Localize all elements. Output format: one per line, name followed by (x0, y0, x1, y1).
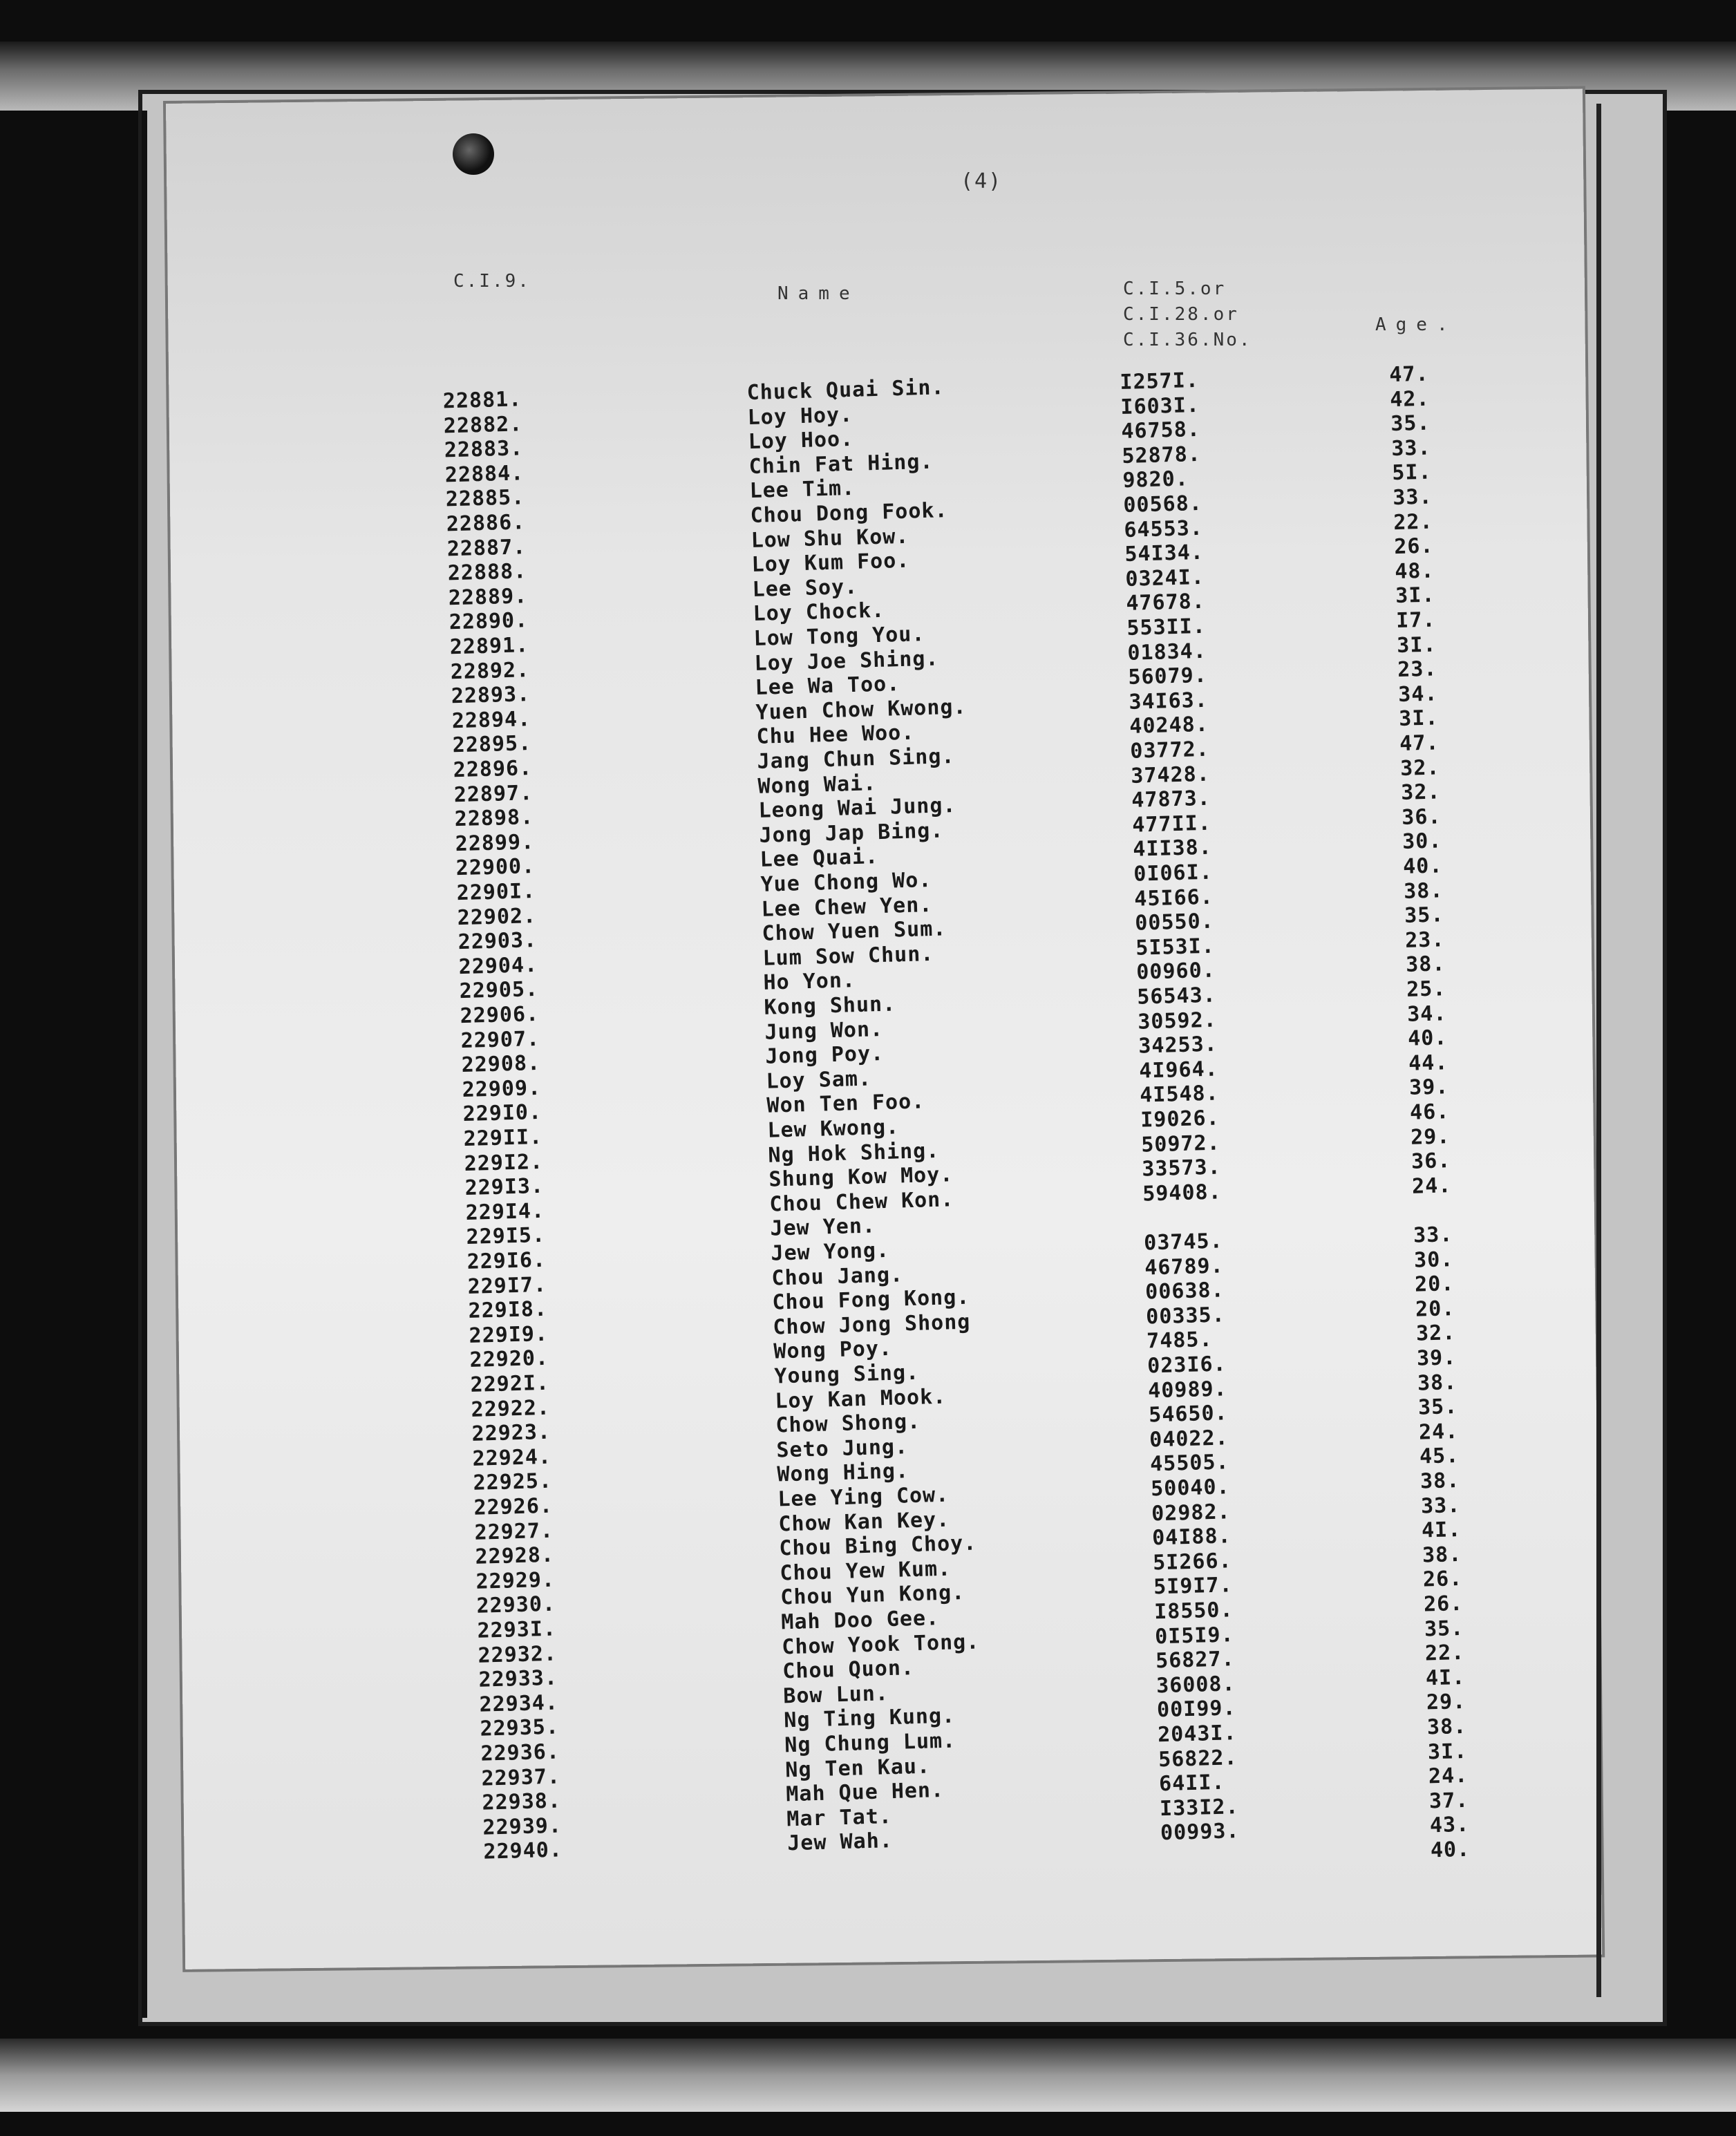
page-number: (4) (961, 169, 1003, 193)
row-age: 33. (1420, 1493, 1461, 1519)
row-name: Lum Sow Chun. (762, 941, 934, 971)
row-name: Lee Tim. (749, 476, 856, 504)
row-name: Wong Poy. (773, 1336, 893, 1364)
row-age: 38. (1405, 952, 1446, 978)
row-ci9-number: 22930. (476, 1591, 556, 1619)
row-name: Low Shu Kow. (751, 524, 909, 553)
row-certificate-number: 33573. (1141, 1155, 1222, 1182)
row-ci9-number: 229I8. (468, 1296, 548, 1324)
row-age: 23. (1404, 927, 1445, 953)
row-ci9-number: 22922. (471, 1395, 551, 1422)
row-name: Ng Chung Lum. (784, 1728, 956, 1758)
row-age: 42. (1389, 386, 1430, 412)
row-name: Loy Hoy. (747, 402, 853, 430)
row-name: Chow Jong Shong (772, 1310, 971, 1340)
row-certificate-number: 02982. (1151, 1499, 1232, 1527)
row-age: 29. (1426, 1690, 1466, 1715)
row-age: 36. (1401, 804, 1442, 830)
row-certificate-number: 47678. (1125, 589, 1206, 616)
row-name: Jong Poy. (765, 1041, 885, 1069)
row-name: Chin Fat Hing. (748, 449, 934, 479)
row-certificate-number: 4I548. (1139, 1081, 1220, 1108)
row-name: Chow Yuen Sum. (762, 916, 947, 947)
row-name: Chou Quon. (782, 1656, 915, 1684)
row-name: Seto Jung. (775, 1435, 909, 1463)
row-name: Jew Yen. (770, 1213, 876, 1242)
row-name: Lee Ying Cow. (777, 1482, 950, 1512)
header-name: Name (777, 283, 860, 304)
row-age: 40. (1402, 853, 1443, 879)
row-certificate-number: 34253. (1138, 1032, 1218, 1059)
row-ci9-number: 22938. (482, 1788, 562, 1815)
header-ci9: C.I.9. (453, 271, 531, 292)
row-age: 39. (1408, 1075, 1449, 1101)
row-ci9-number: 229I2. (464, 1149, 544, 1176)
row-age: 48. (1394, 558, 1435, 584)
row-certificate-number: 00550. (1134, 909, 1215, 936)
row-ci9-number: 22897. (453, 780, 534, 807)
row-name: Chou Fong Kong. (772, 1285, 970, 1315)
row-certificate-number: 36008. (1155, 1671, 1236, 1699)
row-ci9-number: 22902. (457, 903, 537, 930)
row-certificate-number: 56822. (1158, 1745, 1238, 1772)
row-certificate-number: I8550. (1153, 1598, 1234, 1625)
row-certificate-number: 023I6. (1147, 1352, 1227, 1379)
row-certificate-number: 50040. (1150, 1475, 1231, 1502)
row-ci9-number: 22887. (446, 534, 527, 561)
row-age: 26. (1393, 533, 1434, 560)
row-ci9-number: 22884. (444, 460, 525, 488)
row-ci9-number: 2290I. (456, 878, 536, 906)
row-certificate-number: 56827. (1155, 1647, 1236, 1674)
row-name: Jew Yong. (771, 1238, 890, 1266)
row-age: 4I. (1425, 1665, 1466, 1691)
row-age: 24. (1411, 1173, 1452, 1199)
row-certificate-number: 2043I. (1157, 1721, 1237, 1748)
row-age: 35. (1424, 1616, 1464, 1642)
header-certificate-line: C.I.36.No. (1123, 330, 1252, 350)
row-age: 33. (1413, 1222, 1453, 1248)
row-certificate-number: 30592. (1137, 1008, 1218, 1034)
row-name: Yuen Chow Kwong. (755, 694, 967, 725)
row-name: Kong Shun. (764, 992, 896, 1020)
row-age: 38. (1403, 878, 1444, 904)
row-age: 39. (1416, 1345, 1457, 1371)
row-age: 20. (1414, 1272, 1455, 1297)
row-name: Wong Hing. (776, 1459, 909, 1487)
row-name: Mah Doo Gee. (780, 1606, 940, 1635)
header-age: Age. (1375, 314, 1457, 335)
row-name: Yue Chong Wo. (760, 867, 932, 897)
row-certificate-number: I257I. (1120, 368, 1200, 395)
row-certificate-number: 5I266. (1152, 1549, 1233, 1576)
row-age: 24. (1418, 1419, 1459, 1445)
row-name: Lee Soy. (752, 574, 858, 602)
header-certificate-line: C.I.28.or (1123, 304, 1239, 325)
row-certificate-number: 04022. (1149, 1426, 1229, 1453)
row-certificate-number: 45505. (1149, 1450, 1230, 1477)
row-ci9-number: 22939. (482, 1813, 563, 1840)
row-ci9-number: 22928. (475, 1542, 555, 1569)
row-name: Leong Wai Jung. (758, 793, 956, 824)
row-name: Loy Joe Shing. (754, 646, 939, 676)
row-age: 20. (1415, 1296, 1455, 1322)
row-ci9-number: 22900. (455, 854, 536, 881)
row-age: 3I. (1396, 632, 1437, 658)
row-ci9-number: 229I3. (464, 1173, 545, 1201)
row-age: 38. (1417, 1370, 1457, 1396)
row-name: Lew Kwong. (767, 1115, 900, 1143)
row-certificate-number: 56543. (1136, 983, 1217, 1010)
row-certificate-number: 00638. (1144, 1278, 1225, 1305)
row-ci9-number: 22899. (455, 829, 535, 856)
row-age: 3I. (1398, 706, 1439, 732)
row-name: Loy Kum Foo. (751, 548, 910, 578)
row-ci9-number: 22898. (454, 805, 534, 832)
row-name: Wong Wai. (757, 771, 877, 799)
row-ci9-number: 22891. (449, 633, 529, 660)
row-age: 46. (1409, 1099, 1450, 1125)
row-ci9-number: 22892. (450, 657, 530, 684)
row-ci9-number: 22909. (462, 1075, 542, 1102)
row-ci9-number: 22883. (444, 436, 524, 463)
row-certificate-number: 0I5I9. (1154, 1622, 1235, 1649)
row-certificate-number: 40989. (1147, 1376, 1228, 1403)
row-ci9-number: 22933. (478, 1665, 558, 1692)
row-certificate-number: 45I66. (1133, 885, 1214, 911)
row-age: 45. (1419, 1444, 1460, 1469)
row-ci9-number: 229I7. (467, 1272, 547, 1299)
row-name: Chou Dong Fook. (750, 498, 948, 529)
row-ci9-number: 2293I. (477, 1616, 557, 1643)
row-certificate-number: 0I06I. (1133, 860, 1214, 887)
row-certificate-number: 47873. (1131, 786, 1211, 813)
row-certificate-number: 01834. (1126, 639, 1207, 665)
row-age: 22. (1424, 1641, 1465, 1666)
row-name: Loy Hoo. (748, 427, 854, 455)
row-certificate-number: 0324I. (1124, 565, 1205, 592)
row-ci9-number: 22934. (479, 1690, 559, 1717)
row-age: 25. (1406, 976, 1446, 1002)
row-age: 38. (1422, 1542, 1462, 1568)
row-name: Shung Kow Moy. (768, 1162, 954, 1192)
row-certificate-number: 00335. (1145, 1303, 1226, 1330)
row-certificate-number: 40248. (1129, 712, 1209, 739)
row-ci9-number: 22923. (471, 1419, 551, 1447)
row-certificate-number: 54I34. (1124, 540, 1205, 567)
row-certificate-number: 34I63. (1128, 688, 1209, 715)
row-certificate-number: 46758. (1121, 417, 1201, 444)
row-name: Chow Kan Key. (777, 1507, 950, 1537)
row-certificate-number: 50972. (1140, 1131, 1221, 1157)
row-name: Jung Won. (764, 1017, 884, 1045)
row-certificate-number: 56079. (1127, 663, 1208, 690)
row-certificate-number: 00993. (1160, 1819, 1240, 1846)
row-ci9-number: 22905. (459, 977, 539, 1004)
row-age: 3I. (1395, 583, 1435, 609)
row-age: 38. (1426, 1714, 1467, 1740)
row-ci9-number: 2292I. (470, 1370, 550, 1397)
row-ci9-number: 22890. (449, 608, 529, 635)
row-certificate-number: 5I53I. (1135, 934, 1216, 961)
row-age: I7. (1395, 607, 1436, 634)
row-ci9-number: 22920. (469, 1346, 549, 1373)
row-certificate-number: 477II. (1131, 811, 1212, 838)
row-age: 47. (1388, 361, 1430, 388)
row-ci9-number: 229I0. (462, 1100, 542, 1127)
row-age: 37. (1428, 1788, 1469, 1814)
row-name: Young Sing. (773, 1360, 920, 1389)
row-certificate-number: 37428. (1130, 762, 1211, 788)
row-ci9-number: 22896. (453, 756, 533, 783)
row-ci9-number: 22886. (446, 510, 526, 537)
row-name: Mah Que Hen. (785, 1778, 945, 1807)
row-name: Chow Yook Tong. (781, 1629, 980, 1660)
row-certificate-number: I33I2. (1159, 1794, 1239, 1822)
row-ci9-number: 22937. (481, 1764, 561, 1791)
row-age: 33. (1390, 435, 1431, 461)
row-ci9-number: 229II. (463, 1124, 543, 1151)
row-certificate-number: 64553. (1123, 516, 1204, 542)
row-ci9-number: 22907. (460, 1026, 540, 1053)
row-ci9-number: 22929. (475, 1567, 556, 1594)
row-name: Chou Chew Kon. (769, 1187, 954, 1217)
row-age: 34. (1397, 681, 1438, 707)
row-age: 35. (1404, 902, 1444, 929)
row-age: 32. (1399, 755, 1440, 781)
row-ci9-number: 22904. (458, 952, 538, 979)
row-certificate-number: 59408. (1142, 1180, 1223, 1207)
row-ci9-number: 22925. (473, 1469, 553, 1496)
row-age: 26. (1422, 1567, 1463, 1592)
row-age: 43. (1429, 1813, 1470, 1838)
row-age: 23. (1397, 656, 1437, 683)
row-name: Lee Wa Too. (755, 672, 900, 701)
row-ci9-number: 22895. (452, 731, 532, 758)
row-name: Chou Yun Kong. (780, 1580, 965, 1610)
row-certificate-number: 46789. (1144, 1253, 1225, 1280)
row-name: Bow Lun. (782, 1681, 889, 1709)
row-certificate-number: 03745. (1143, 1229, 1224, 1256)
row-certificate-number: 5I9I7. (1153, 1573, 1234, 1600)
row-ci9-number: 22889. (448, 583, 528, 611)
row-age: 47. (1399, 730, 1440, 756)
row-name: Chu Hee Woo. (756, 720, 915, 750)
row-age: 35. (1417, 1395, 1458, 1420)
row-certificate-number: I9026. (1140, 1106, 1220, 1133)
row-ci9-number: 229I9. (469, 1321, 549, 1348)
row-certificate-number: 03772. (1129, 737, 1210, 764)
row-name: Jong Jap Bing. (759, 818, 944, 848)
row-ci9-number: 229I5. (466, 1223, 546, 1250)
row-name: Ng Ting Kung. (783, 1703, 956, 1733)
row-certificate-number: 00960. (1135, 958, 1216, 985)
row-ci9-number: 22940. (483, 1837, 563, 1864)
row-certificate-number: 4II38. (1132, 835, 1213, 862)
row-name: Mar Tat. (786, 1804, 893, 1832)
row-certificate-number: I603I. (1120, 393, 1200, 419)
header-certificate-line: C.I.5.or (1123, 278, 1227, 299)
row-ci9-number: 22906. (460, 1001, 540, 1029)
row-age: 29. (1410, 1124, 1451, 1150)
row-name: Ho Yon. (763, 968, 856, 996)
row-age: 35. (1390, 410, 1431, 437)
row-name: Chow Shong. (775, 1409, 921, 1438)
row-age: 3I. (1427, 1739, 1468, 1764)
row-name: Jang Chun Sing. (757, 744, 955, 774)
row-name: Chou Bing Choy. (778, 1531, 977, 1561)
row-age: 4I. (1421, 1518, 1462, 1543)
row-ci9-number: 22881. (442, 387, 522, 414)
row-certificate-number: 4I964. (1138, 1057, 1219, 1084)
row-ci9-number: 22893. (451, 682, 531, 709)
row-certificate-number: 553II. (1126, 614, 1207, 641)
row-age: 44. (1408, 1050, 1449, 1076)
row-ci9-number: 22927. (474, 1518, 554, 1545)
row-ci9-number: 22924. (472, 1444, 552, 1471)
row-age: 32. (1400, 779, 1441, 806)
row-certificate-number: 54650. (1148, 1401, 1229, 1428)
row-ci9-number: 22903. (457, 928, 538, 955)
row-name: Chuck Quai Sin. (746, 375, 945, 406)
row-age: 5I. (1391, 460, 1432, 486)
row-ci9-number: 22888. (447, 559, 527, 586)
row-age: 30. (1402, 829, 1442, 855)
row-certificate-number: 00I99. (1156, 1696, 1236, 1723)
row-ci9-number: 22935. (480, 1714, 560, 1742)
row-certificate-number: 9820. (1122, 466, 1189, 493)
row-name: Chou Jang. (771, 1262, 904, 1291)
row-ci9-number: 22882. (443, 411, 523, 438)
row-name: Jew Wah. (786, 1828, 894, 1856)
row-certificate-number: 04I88. (1151, 1524, 1232, 1551)
row-name: Lee Quai. (760, 844, 879, 873)
row-name: Chou Yew Kum. (779, 1556, 952, 1586)
row-ci9-number: 22926. (473, 1493, 554, 1520)
row-name: Loy Sam. (766, 1066, 872, 1094)
row-age: 40. (1407, 1026, 1448, 1051)
row-age: 40. (1430, 1837, 1471, 1863)
row-name: Loy Chock. (753, 598, 885, 627)
row-age: 33. (1392, 484, 1433, 511)
row-ci9-number: 22894. (451, 706, 531, 734)
row-ci9-number: 229I6. (466, 1247, 547, 1274)
row-age: 22. (1393, 509, 1433, 535)
row-name: Lee Chew Yen. (761, 892, 933, 922)
row-age: 34. (1406, 1001, 1447, 1027)
row-certificate-number: 64II. (1158, 1770, 1225, 1797)
row-age: 38. (1419, 1468, 1460, 1494)
row-age: 24. (1428, 1763, 1469, 1789)
row-ci9-number: 22908. (461, 1051, 541, 1078)
row-certificate-number: 00568. (1122, 491, 1203, 518)
row-name: Ng Ten Kau. (784, 1754, 931, 1782)
row-name: Won Ten Foo. (766, 1089, 925, 1119)
row-name: Low Tong You. (753, 622, 925, 651)
row-name: Ng Hok Shing. (768, 1138, 940, 1168)
row-certificate-number: 7485. (1146, 1327, 1214, 1354)
row-certificate-number: 52878. (1121, 442, 1202, 469)
row-ci9-number: 229I4. (465, 1198, 545, 1225)
row-age: 32. (1415, 1321, 1456, 1347)
row-name: Loy Kan Mook. (774, 1384, 947, 1414)
row-age: 26. (1423, 1591, 1464, 1617)
row-ci9-number: 22885. (445, 485, 525, 512)
row-age: 30. (1413, 1247, 1454, 1273)
row-age: 36. (1410, 1149, 1451, 1174)
row-ci9-number: 22936. (480, 1739, 560, 1766)
row-ci9-number: 22932. (478, 1641, 558, 1668)
